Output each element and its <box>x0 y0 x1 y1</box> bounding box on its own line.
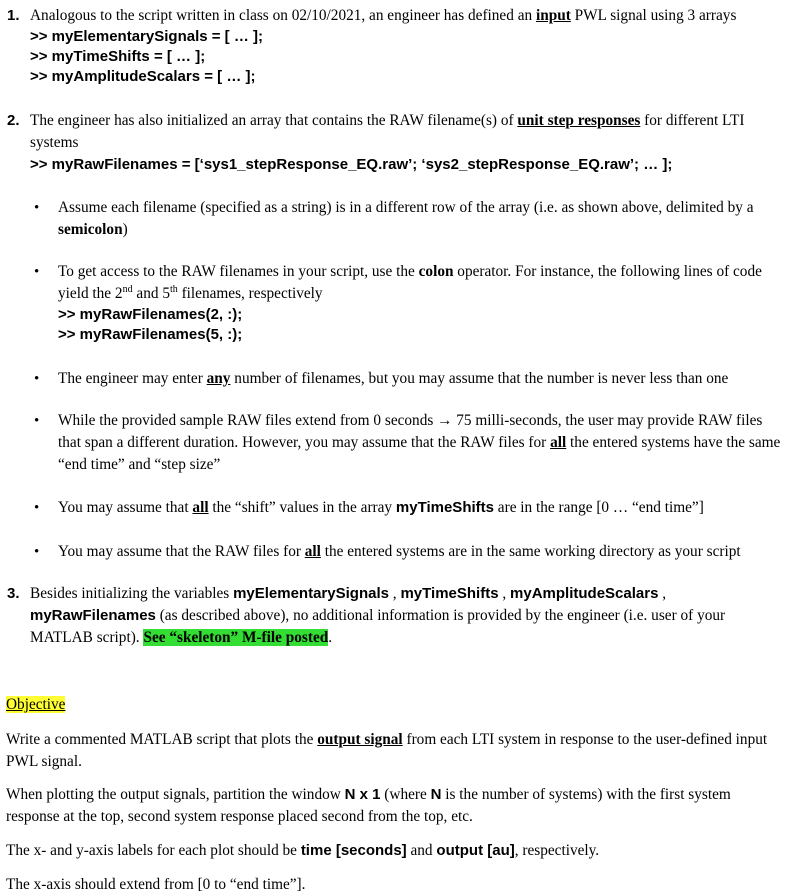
code-line-raw-filenames: >> myRawFilenames = [‘sys1_stepResponse_EQ.raw’; ‘sys2_stepResponse_EQ.raw’; … ]; <box>30 156 673 173</box>
item-2 <box>30 110 788 176</box>
bullet-1-text <box>58 197 782 241</box>
objective-p3-c: , respectively. <box>514 842 600 859</box>
objective-paragraph-2 <box>6 784 782 828</box>
bullet-5-text-b: the “shift” values in the array <box>208 499 396 516</box>
code-line-elementary-signals: >> myElementarySignals = [ … ]; <box>30 28 264 45</box>
bullet-6-text-b: the entered systems are in the same working directory as your script <box>320 543 741 560</box>
skeleton-mfile-highlight: See “skeleton” M-file posted <box>143 629 329 646</box>
bullet-2-text-a: To get access to the RAW filenames in your script, use the <box>58 263 419 280</box>
bullet-2-colon: colon <box>418 263 454 280</box>
item-3-sep-2: , <box>498 585 511 602</box>
item-3-sep-1: , <box>388 585 401 602</box>
item-3-var-rawfilenames: myRawFilenames <box>30 607 156 624</box>
objective-p2-b: (where <box>380 786 431 803</box>
bullet-5-all: all <box>192 499 209 516</box>
objective-time-label: time [seconds] <box>300 842 407 859</box>
objective-p2-c: is the number of systems) with the first system response at the top, second system response placed second from the top, etc. <box>6 786 731 825</box>
objective-output-signal: output signal <box>317 731 403 748</box>
code-line-filename-5: >> myRawFilenames(5, :); <box>58 326 243 343</box>
item-2-intro-text-b: for different LTI systems <box>30 112 745 151</box>
item-3-text-b: (as described above), no additional information is provided by the engineer (i.e. user of your MATLAB script). <box>30 607 726 646</box>
code-line-amplitude-scalars: >> myAmplitudeScalars = [ … ]; <box>30 68 256 85</box>
bullet-2-sup-nd: nd <box>122 283 133 295</box>
bullet-3-text-a: The engineer may enter <box>58 370 207 387</box>
item-2-intro <box>30 110 788 154</box>
code-line-time-shifts: >> myTimeShifts = [ … ]; <box>30 48 206 65</box>
bullet-2-text-b: operator. For instance, the following lines of code yield the 2 <box>58 263 762 302</box>
bullet-2-text-c: and 5 <box>132 285 170 302</box>
item-3-text-c: . <box>328 629 333 646</box>
objective-p3-b: and <box>406 842 437 859</box>
objective-n-by-1: N x 1 <box>344 786 381 803</box>
bullet-1-text-b: ) <box>122 221 128 238</box>
objective-p2-a: When plotting the output signals, partition the window <box>6 786 345 803</box>
bullet-2-text-d: filenames, respectively <box>177 285 323 302</box>
item-1-input-emphasis: input <box>535 7 571 24</box>
objective-heading: Objective <box>6 696 66 713</box>
bullet-1-text-a: Assume each filename (specified as a string) is in a different row of the array (i.e. as shown above, delimited by a <box>58 199 754 216</box>
bullet-4-text-b: the entered systems have the same “end time” and “step size” <box>58 434 781 473</box>
item-1 <box>30 5 788 87</box>
item-3-var-timeshifts: myTimeShifts <box>400 585 499 602</box>
objective-n: N <box>430 786 442 803</box>
bullet-6-marker: • <box>34 544 40 560</box>
objective-p1-a: Write a commented MATLAB script that plots the <box>6 731 318 748</box>
objective-p3-a: The x- and y-axis labels for each plot should be <box>6 842 301 859</box>
bullet-4-text <box>58 410 782 476</box>
objective-heading-wrap <box>6 694 782 716</box>
bullet-6-all: all <box>304 543 321 560</box>
item-1-number: 1. <box>7 7 20 24</box>
item-3-number: 3. <box>7 585 20 602</box>
item-1-intro-text-b: PWL signal using 3 arrays <box>570 7 737 24</box>
objective-paragraph-4: The x-axis should extend from [0 to “end time”]. <box>6 876 306 893</box>
bullet-3-text <box>58 368 782 390</box>
bullet-1-semicolon: semicolon <box>58 221 123 238</box>
bullet-5-text-c: are in the range [0 … “end time”] <box>493 499 704 516</box>
bullet-4-all: all <box>550 434 567 451</box>
objective-paragraph-3 <box>6 840 782 862</box>
objective-p1-b: from each LTI system in response to the user-defined input PWL signal. <box>6 731 768 770</box>
bullet-4-marker: • <box>34 413 40 429</box>
bullet-1-marker: • <box>34 200 40 216</box>
item-2-number: 2. <box>7 112 20 129</box>
bullet-2-marker: • <box>34 264 40 280</box>
objective-paragraph-1 <box>6 729 782 773</box>
bullet-4-text-a: While the provided sample RAW files extend from 0 seconds → 75 milli-seconds, the user may provide RAW files that span a different duration. However, you may assume that the RAW files for <box>58 412 763 451</box>
bullet-5-text-a: You may assume that <box>58 499 193 516</box>
item-3-text-a: Besides initializing the variables <box>30 585 234 602</box>
item-2-intro-text-a: The engineer has also initialized an array that contains the RAW filename(s) of <box>30 112 518 129</box>
item-3-text <box>30 583 788 649</box>
bullet-6-text <box>58 541 782 563</box>
bullet-5-marker: • <box>34 500 40 516</box>
bullet-5-text <box>58 497 782 519</box>
item-1-intro <box>30 5 788 27</box>
objective-output-label: output [au] <box>436 842 515 859</box>
bullet-6-text-a: You may assume that the RAW files for <box>58 543 305 560</box>
bullet-3-marker: • <box>34 371 40 387</box>
bullet-2-text <box>58 261 782 345</box>
item-3-sep-3: , <box>658 585 667 602</box>
bullet-3-any: any <box>206 370 231 387</box>
bullet-2-sup-th: th <box>169 283 178 295</box>
item-3-var-amplitude: myAmplitudeScalars <box>510 585 659 602</box>
item-3-var-elementary: myElementarySignals <box>233 585 389 602</box>
bullet-3-text-b: number of filenames, but you may assume that the number is never less than one <box>230 370 729 387</box>
item-1-intro-text-a: Analogous to the script written in class on 02/10/2021, an engineer has defined an <box>30 7 536 24</box>
bullet-5-variable: myTimeShifts <box>395 499 494 516</box>
item-2-unit-step-emphasis: unit step responses <box>517 112 641 129</box>
code-line-filename-2: >> myRawFilenames(2, :); <box>58 306 243 323</box>
